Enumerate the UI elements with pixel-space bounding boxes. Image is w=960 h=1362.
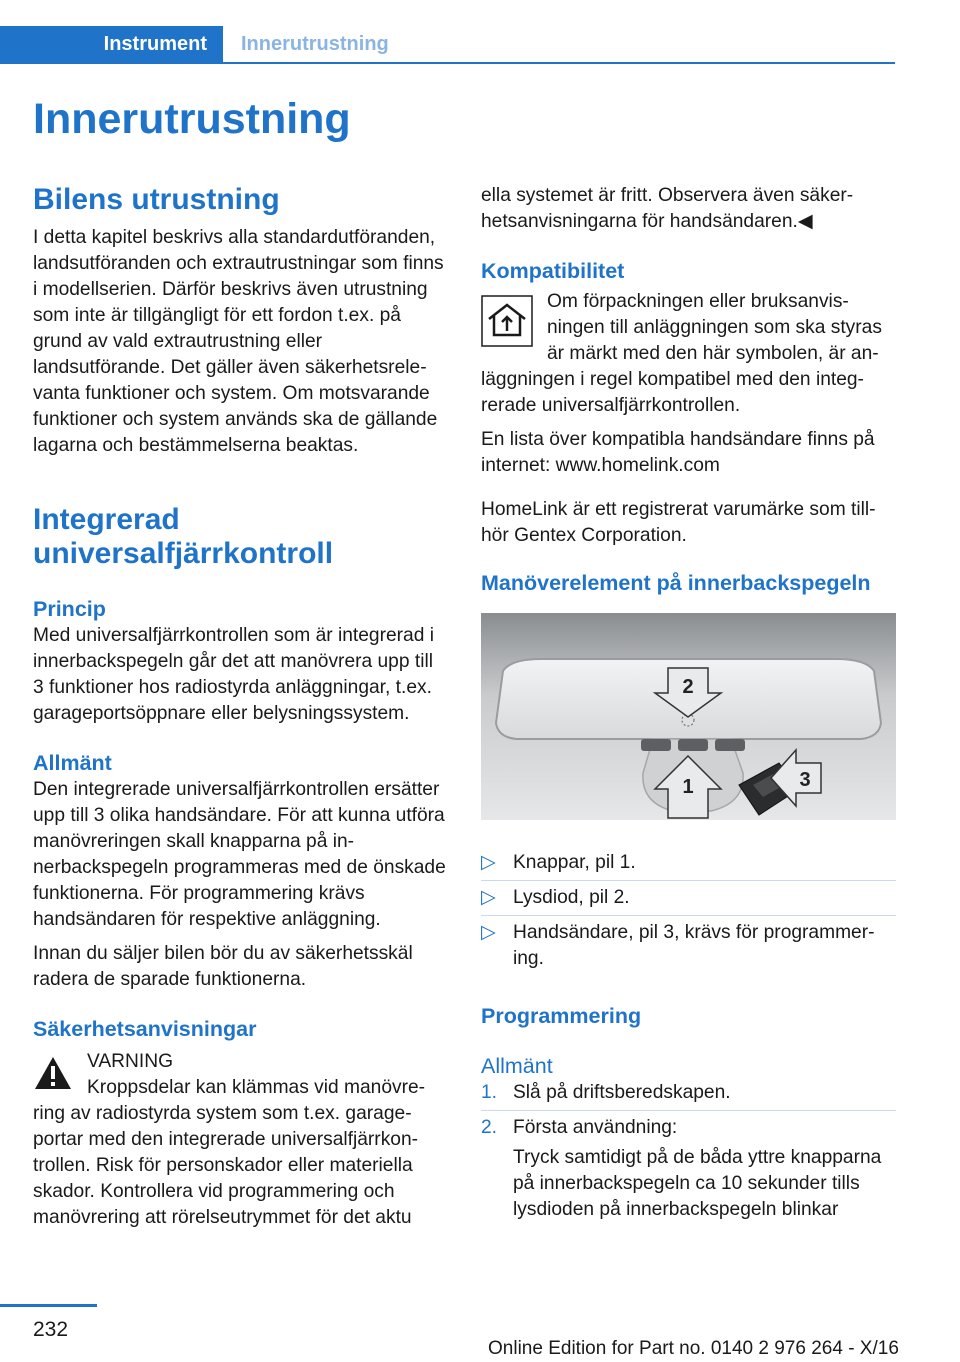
right-column xyxy=(481,183,896,1223)
paragraph-kompatibilitet: Om förpackningen eller bruksanvisningen till anläggningen som ska styras är märkt med den här symbolen, är anläggningen i regel kompatibel med den integrerade universalfjärrkontrollen. xyxy=(481,291,882,416)
heading-programmering: Programmering xyxy=(481,1004,642,1028)
step-number: 1. xyxy=(481,1082,498,1103)
paragraph-lista: En lista över kompatibla handsändare finns på internet: www.homelink.com xyxy=(481,429,875,476)
warning-block xyxy=(33,1049,448,1231)
heading-allmant-2: Allmänt xyxy=(481,1054,553,1078)
list-item: 2. Första användning: Tryck samtidigt på de båda yttre knapparna på innerbackspegeln ca 10 sekunder tills lysdioden på innerbackspegeln blinkar xyxy=(481,1110,896,1223)
left-column xyxy=(33,183,448,1231)
warning-label: VARNING xyxy=(87,1051,173,1072)
list-item: ▷ Lysdiod, pil 2. xyxy=(481,880,896,911)
figure-label-2: 2 xyxy=(682,676,694,698)
paragraph-homelink: HomeLink är ett registrerat varumärke som tillhör Gentex Corporation. xyxy=(481,499,876,546)
compat-block xyxy=(481,289,896,419)
heading-sakerhetsanvisningar: Säkerhetsanvisningar xyxy=(33,1017,257,1041)
paragraph-allmant-2: Innan du säljer bilen bör du av säkerhetsskäl radera de sparade funktionerna. xyxy=(33,943,413,990)
heading-manoverelement: Manöverelement på innerbackspegeln xyxy=(481,571,871,595)
warning-triangle-icon xyxy=(33,1055,73,1091)
heading-integrerad: Integrerad universalfjärrkontroll xyxy=(33,503,334,570)
paragraph-allmant-1: Den integrerade universalfjärrkontrollen ersätter upp till 3 olika handsändare. För att kunna utföra manövreringen skall knapparna på innerbackspegeln programmeras med de önskade funktionerna. För programmering krävs handsändaren för respektive anläggning. xyxy=(33,779,446,930)
homelink-house-icon xyxy=(481,295,533,347)
triangle-bullet-icon: ▷ xyxy=(481,852,496,873)
heading-bilens-utrustning: Bilens utrustning xyxy=(33,183,280,216)
header-tabs xyxy=(0,26,895,64)
figure-label-1: 1 xyxy=(682,776,694,798)
heading-allmant: Allmänt xyxy=(33,751,112,775)
list-item: ▷ Knappar, pil 1. xyxy=(481,850,896,876)
tab-innerutrustning[interactable]: Innerutrustning xyxy=(241,32,389,55)
page-number: 232 xyxy=(33,1318,69,1341)
warning-text: Kroppsdelar kan klämmas vid manövrering av radiostyrda system som t.ex. garageportar med den integrerade universalfjärrkontrollen. Risk för personskador eller materiella skador. Kontrollera vid programmering och manövrering att rörelseutrymmet för det aktu xyxy=(33,1077,426,1228)
figure-label-3: 3 xyxy=(799,769,811,791)
list-item: 1. Slå på driftsberedskapen. xyxy=(481,1080,896,1106)
heading-kompatibilitet: Kompatibilitet xyxy=(481,259,625,283)
tab-instrument[interactable]: Instrument xyxy=(0,26,223,62)
paragraph-continued: ella systemet är fritt. Observera även säkerhetsanvisningarna för handsändaren.◀ xyxy=(481,185,854,232)
steps-list xyxy=(481,1080,896,1223)
paragraph-princip: Med universalfjärrkontrollen som är integrerad i innerbackspegeln går det att manövrera upp till 3 funktioner hos radiostyrda anläggningar, t.ex. garageportsöppnare eller belysningssystem. xyxy=(33,625,434,724)
footer-rule xyxy=(0,1304,97,1307)
heading-princip: Princip xyxy=(33,597,106,621)
triangle-bullet-icon: ▷ xyxy=(481,887,496,908)
footer-edition: Online Edition for Part no. 0140 2 976 264 - X/16 xyxy=(488,1338,899,1359)
triangle-bullet-icon: ▷ xyxy=(481,922,496,943)
step-number: 2. xyxy=(481,1117,498,1138)
step-2-detail: Tryck samtidigt på de båda yttre knapparna på innerbackspegeln ca 10 sekunder tills lysdioden på innerbackspegeln blinkar xyxy=(513,1147,882,1220)
list-item: ▷ Handsändare, pil 3, krävs för programmering. xyxy=(481,915,896,972)
page-title: Innerutrustning xyxy=(33,95,351,143)
bullet-list xyxy=(481,850,896,972)
mirror-figure xyxy=(481,613,896,820)
paragraph-bilens: I detta kapitel beskrivs alla standardutföranden, landsutföranden och extrautrustningar som finns i modellserien. Därför beskrivs även utrustning som inte är tillgängligt för ett fordon t.ex. på grund av vald extrautrustning eller landsutförande. Det gäller även säkerhetsrelevanta funktioner och system. Om motsvarande funktioner och system används ska de gällande lagarna och bestämmelserna beaktas. xyxy=(33,227,444,456)
